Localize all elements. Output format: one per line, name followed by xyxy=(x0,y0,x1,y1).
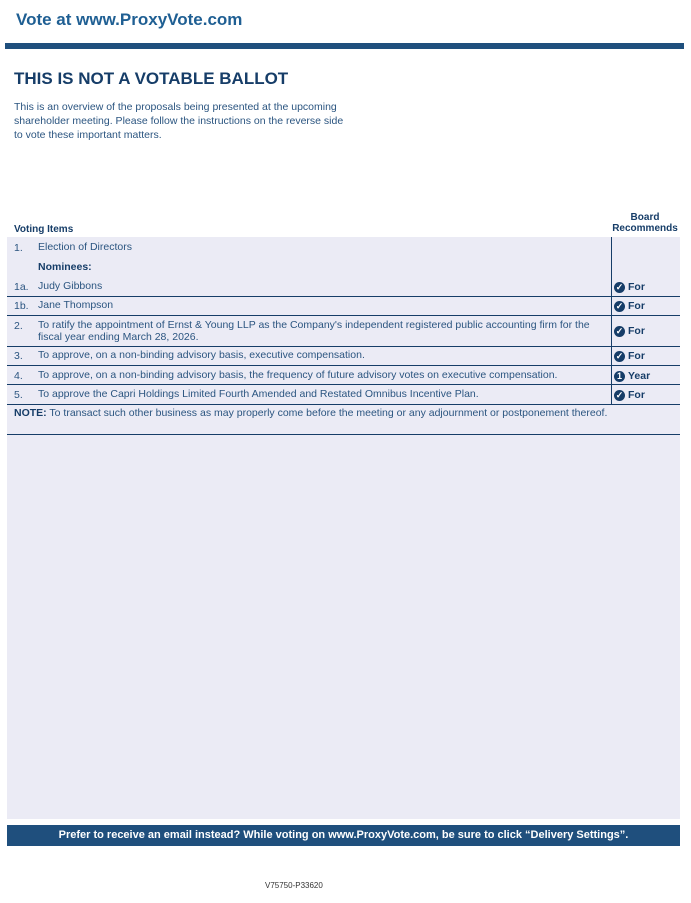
recommendation-label: For xyxy=(628,281,645,293)
row-divider xyxy=(7,346,680,347)
intro-text: This is an overview of the proposals being presented at the upcoming shareholder meeting. Please follow the instructions on the reverse side to vote these important matters. xyxy=(14,101,344,141)
board-recommendation xyxy=(614,300,645,312)
check-circle-icon: ✓ xyxy=(615,325,624,336)
board-recommendation xyxy=(614,325,645,337)
recommendation-label: For xyxy=(628,350,645,362)
item-text: Election of Directors xyxy=(38,241,132,253)
note-body: To transact such other business as may properly come before the meeting or any adjournment or postponement thereof. xyxy=(46,407,608,419)
row-divider xyxy=(7,404,680,405)
check-circle-icon: ✓ xyxy=(615,389,624,400)
note-label: NOTE: xyxy=(14,407,47,419)
board-recommendation xyxy=(614,281,645,293)
recommendation-column-divider xyxy=(611,237,612,404)
ballot-title: THIS IS NOT A VOTABLE BALLOT xyxy=(14,69,289,88)
board-recommendation xyxy=(614,389,645,401)
board-recommendation xyxy=(614,370,650,382)
item-text: To approve, on a non-binding advisory basis, the frequency of future advisory votes on executive compensation. xyxy=(38,369,558,381)
recommendation-label: For xyxy=(628,325,645,337)
one-circle-icon: 1 xyxy=(614,371,625,382)
check-circle-icon: ✓ xyxy=(615,281,624,292)
board-recommends-header xyxy=(612,212,678,234)
row-divider xyxy=(7,315,680,316)
header-divider xyxy=(5,43,684,49)
delivery-settings-banner: Prefer to receive an email instead? While voting on www.ProxyVote.com, be sure to click “Delivery Settings”. xyxy=(7,825,680,846)
voting-items-header: Voting Items xyxy=(14,224,74,235)
check-circle-icon: ✓ xyxy=(615,350,624,361)
header-title: Vote at www.ProxyVote.com xyxy=(16,10,243,29)
item-number: 1b. xyxy=(14,300,29,312)
row-divider xyxy=(7,384,680,385)
check-circle-icon: ✓ xyxy=(615,300,624,311)
item-text: To ratify the appointment of Ernst & Young LLP as the Company's independent registered public accounting firm for the fiscal year ending March 28, 2026. xyxy=(38,319,590,343)
row-divider xyxy=(7,434,680,435)
board-header-line2: Recommends xyxy=(612,223,678,234)
item-text: Jane Thompson xyxy=(38,299,114,311)
item-number: 1a. xyxy=(14,281,29,293)
item-text: To approve, on a non-binding advisory basis, executive compensation. xyxy=(38,349,365,361)
board-header-line1: Board xyxy=(630,212,660,223)
nominees-label: Nominees: xyxy=(38,261,92,273)
item-number: 2. xyxy=(14,320,23,332)
document-code: V75750-P33620 xyxy=(265,881,323,890)
item-number: 1. xyxy=(14,242,23,254)
item-number: 5. xyxy=(14,389,23,401)
row-divider xyxy=(7,296,680,297)
note-text xyxy=(14,408,614,420)
recommendation-label: For xyxy=(628,389,645,401)
item-text: Judy Gibbons xyxy=(38,280,103,292)
item-number: 4. xyxy=(14,370,23,382)
item-text: To approve the Capri Holdings Limited Fourth Amended and Restated Omnibus Incentive Plan. xyxy=(38,388,479,400)
recommendation-label: Year xyxy=(628,370,651,382)
recommendation-label: For xyxy=(628,300,645,312)
board-recommendation xyxy=(614,350,645,362)
row-divider xyxy=(7,365,680,366)
item-number: 3. xyxy=(14,350,23,362)
